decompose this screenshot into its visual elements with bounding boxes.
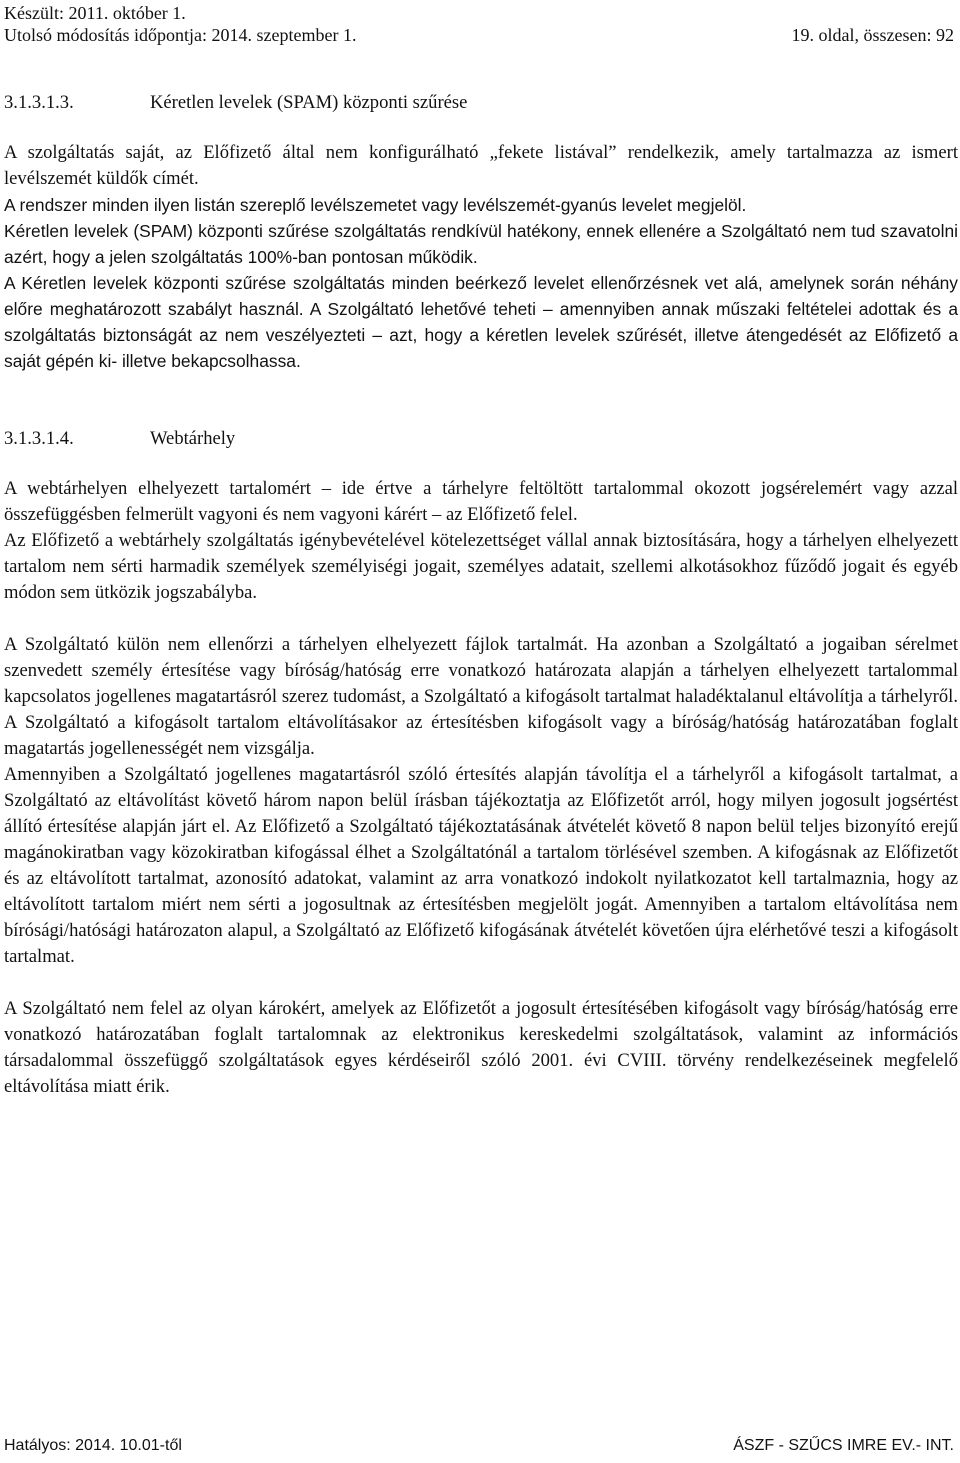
- modified-date: Utolsó módosítás időpontja: 2014. szeptember 1.: [4, 25, 357, 45]
- company-name: ÁSZF - SZŰCS IMRE EV.- INT.: [733, 1437, 954, 1454]
- paragraph: A rendszer minden ilyen listán szereplő levélszemetet vagy levélszemét-gyanús levelet megjelöl.: [4, 195, 747, 215]
- section-heading-spam: [4, 90, 958, 116]
- paragraph: A Kéretlen levelek központi szűrése szolgáltatás minden beérkező levelet ellenőrzésnek vet alá, amelynek során néhány előre meghatározott szabályt használ. A Szolgáltató lehetővé teheti – amennyiben annak műszaki feltételei adottak és a szolgáltatás biztonságát az nem veszélyezteti – azt, hogy a kéretlen levelek szűrését, illetve átengedését az Előfizető a saját gépén ki- illetve bekapcsolhassa.: [4, 273, 958, 371]
- section-number: 3.1.3.1.4.: [4, 428, 74, 449]
- paragraph: Amennyiben a Szolgáltató jogellenes magatartásról szóló értesítés alapján távolítja el a tárhelyről a kifogásolt tartalmat, a Szolgáltató az eltávolítást követő három napon belül írásban tájékoztatja az Előfizetőt arról, hogy milyen jogosult jogsértést állító értesítése alapján járt el. Az Előfizető a Szolgáltató tájékoztatásának átvételét követő 8 napon belül teljes bizonyító erejű magánokiratban vagy közokiratban kifogással élhet a Szolgáltatónál a tartalom törlésével szemben. A kifogásnak az Előfizetőt és az eltávolított tartalmat, azonosító adatokat, valamint az arra vonatkozó indokolt nyilatkozatot kell tartalmaznia, hogy az eltávolított tartalom miért nem sérti a jogosultnak az értesítésben megjelölt jogát. Amennyiben a tartalom eltávolítása nem bírósági/hatósági határozaton alapul, a Szolgáltató az Előfizető kifogásának átvételét követően újra elérhetővé teszi a kifogásolt tartalmat.: [4, 764, 958, 967]
- paragraph: Az Előfizető a webtárhely szolgáltatás igénybevételével kötelezettséget vállal annak biztosítására, hogy a tárhelyen elhelyezett tartalom nem sérti harmadik személyek személyiségi jogait, személyes adatait, szellemi alkotásokhoz fűződő jogait és egyéb módon sem ütközik jogszabályba.: [4, 530, 958, 603]
- effective-date: Hatályos: 2014. 10.01-től: [4, 1437, 182, 1454]
- document-body: [4, 90, 958, 1100]
- created-date: Készült: 2011. október 1.: [4, 3, 186, 23]
- section-title: Webtárhely: [150, 428, 236, 449]
- paragraph: Kéretlen levelek (SPAM) központi szűrése szolgáltatás rendkívül hatékony, ennek ellenére a Szolgáltató nem tud szavatolni azért, hogy a jelen szolgáltatás 100%-ban pontosan működik.: [4, 221, 958, 267]
- section-heading-webtarhely: [4, 426, 958, 452]
- section-number: 3.1.3.1.3.: [4, 92, 74, 113]
- section-title: Kéretlen levelek (SPAM) központi szűrése: [150, 92, 468, 113]
- paragraph: A szolgáltatás saját, az Előfizető által nem konfigurálható „fekete listával” rendelkezik, amely tartalmazza az ismert levélszemét küldők címét.: [4, 142, 958, 189]
- paragraph: A Szolgáltató külön nem ellenőrzi a tárhelyen elhelyezett fájlok tartalmát. Ha azonban a Szolgáltató a jogaiban sérelmet szenvedett személy értesítése vagy bíróság/hatóság erre vonatkozó határozata alapján a tárhelyen elhelyezett tartalommal kapcsolatos jogellenes magatartásról szerez tudomást, a Szolgáltató a kifogásolt tartalmat haladéktalanul eltávolítja a tárhelyről. A Szolgáltató a kifogásolt tartalom eltávolításakor az értesítésben kifogásolt vagy a bíróság/hatóság határozatában foglalt magatartás jogellenességét nem vizsgálja.: [4, 634, 958, 759]
- paragraph: A webtárhelyen elhelyezett tartalomért – ide értve a tárhelyre feltöltött tartalommal okozott jogsérelemért vagy azzal összefüggésben felmerült vagyoni és nem vagyoni kárért – az Előfizető felel.: [4, 478, 958, 525]
- paragraph: A Szolgáltató nem felel az olyan károkért, amelyek az Előfizetőt a jogosult értesítésében kifogásolt vagy bíróság/hatóság erre vonatkozó határozatában foglalt tartalomnak az elektronikus kereskedelmi szolgáltatások, valamint az információs társadalommal összefüggő szolgáltatások egyes kérdéseiről szóló 2001. évi CVIII. törvény rendelkezéseinek megfelelő eltávolítása miatt érik.: [4, 998, 958, 1097]
- page-number: 19. oldal, összesen: 92: [791, 25, 954, 45]
